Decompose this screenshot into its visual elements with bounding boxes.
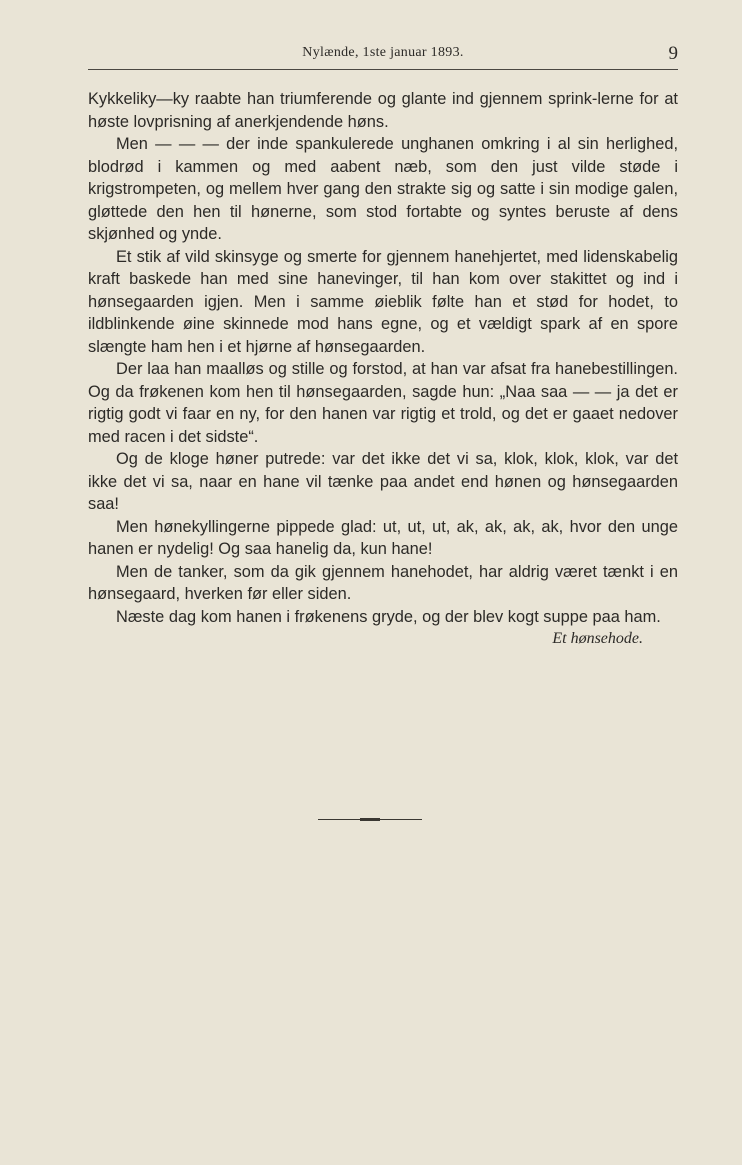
section-divider-ornament <box>318 818 422 821</box>
running-header <box>88 43 678 64</box>
paragraph: Kykkeliky—ky raabte han triumferende og glante ind gjennem sprink-lerne for at høste lovprisning af anerkjendende høns. <box>88 90 678 131</box>
header-rule <box>88 69 678 70</box>
article-body <box>88 88 678 650</box>
paragraph: Der laa han maalløs og stille og forstod, at han var afsat fra hanebestillingen. Og da frøkenen kom hen til hønsegaarden, sagde hun: „Naa saa — — ja det er rigtig godt vi faar en ny, for den hanen var rigtig et trold, og det er gaaet nedover med racen i det sidste“. <box>88 360 678 446</box>
paragraph: Men hønekyllingerne pippede glad: ut, ut, ut, ak, ak, ak, ak, hvor den unge hanen er nydelig! Og saa hanelig da, kun hane! <box>88 517 678 558</box>
page-number: 9 <box>668 43 678 64</box>
paragraph: Et stik af vild skinsyge og smerte for gjennem hanehjertet, med lidenskabelig kraft baskede han med sine hanevinger, til han kom over stakittet og ind i hønsegaarden igjen. Men i samme øieblik følte han et stød for hodet, to ildblinkende øine skinnede mod hans egne, og et vældigt spark af en spore slængte ham hen i et hjørne af hønsegaarden. <box>88 247 678 356</box>
header-title: Nylænde, 1ste januar 1893. <box>302 45 464 60</box>
paragraph: Og de kloge høner putrede: var det ikke det vi sa, klok, klok, klok, var det ikke det vi sa, naar en hane vil tænke paa andet end hønen og hønsegaarden saa! <box>88 450 678 513</box>
paragraph: Men de tanker, som da gik gjennem hanehodet, har aldrig været tænkt i en hønsegaard, hverken før eller siden. <box>88 562 678 603</box>
paragraph: Men — — — der inde spankulerede unghanen omkring i al sin herlighed, blodrød i kammen og med aabent næb, som den just vilde støde i krigstrompeten, og mellem hver gang den strakte sig og satte i sin modige galen, gløttede den hen til hønerne, som stod fortabte og syntes beruste af dens skjønhed og ynde. <box>88 135 678 243</box>
paragraph: Næste dag kom hanen i frøkenens gryde, og der blev kogt suppe paa ham. <box>116 607 661 626</box>
author-signature: Et hønsehode. <box>552 630 643 647</box>
